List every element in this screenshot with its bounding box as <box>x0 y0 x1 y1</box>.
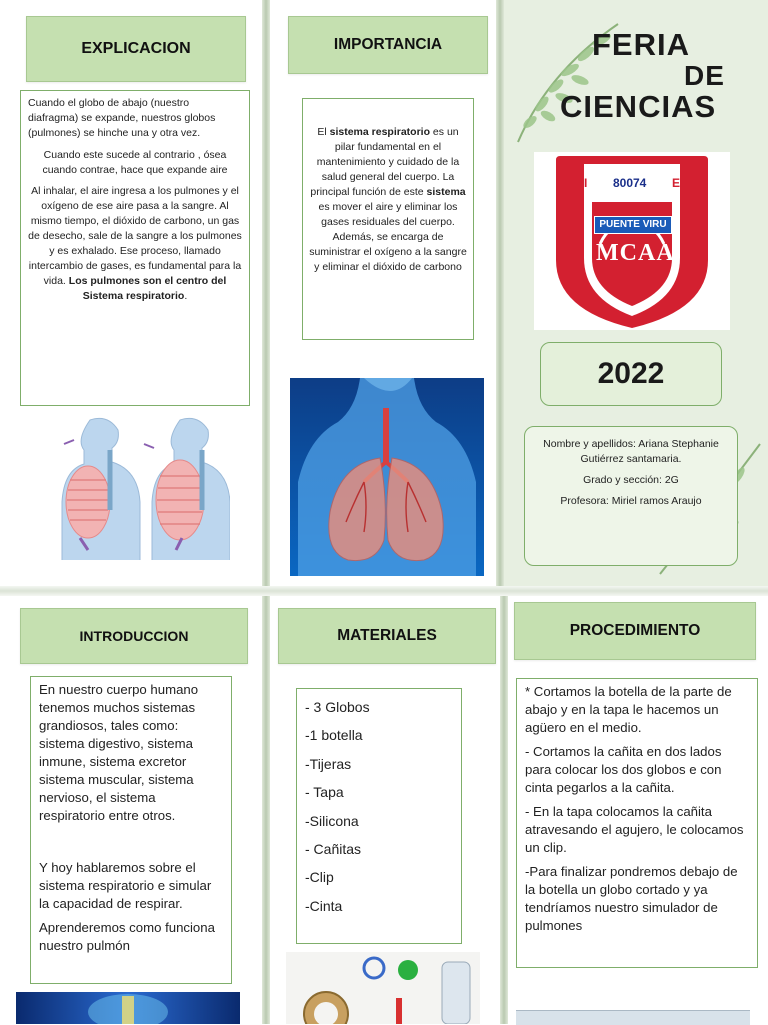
explicacion-p3 <box>28 184 242 304</box>
materiales-list <box>296 688 462 944</box>
logo-top-left: I <box>584 176 588 190</box>
procedure-photo-strip <box>516 1010 750 1025</box>
procedimiento-step1: * Cortamos la botella de la parte de abajo y en la tapa le hacemos un agüero en el medio. <box>525 684 732 735</box>
procedimiento-textbox <box>516 678 758 968</box>
importancia-text <box>309 125 467 275</box>
materiales-item: - 3 Globos <box>305 699 370 715</box>
materiales-title: MATERIALES <box>337 627 437 644</box>
materiales-item: -Tijeras <box>305 755 352 772</box>
year-text: 2022 <box>597 357 665 390</box>
materiales-item: -Cinta <box>305 897 343 914</box>
introduccion-p3: Aprenderemos como funciona nuestro pulmón <box>39 920 215 953</box>
importancia-t2: es un pilar fundamental en el mantenimiento y cuidado de la salud general del cuerpo. La principal función de este <box>310 126 460 198</box>
fold-line-right-bottom <box>500 596 508 1024</box>
spine-icon <box>16 992 240 1024</box>
logo-top-code: 80074 <box>612 176 647 190</box>
student-info-box <box>524 426 738 566</box>
cover-title-line3: CIENCIAS <box>560 89 717 124</box>
cover-title-line2: DE <box>684 60 725 91</box>
explicacion-p3-end: . <box>184 290 188 302</box>
introduccion-p2: Y hoy hablaremos sobre el sistema respiratorio e simular la capacidad de respirar. <box>39 860 212 911</box>
importancia-b1: sistema respiratorio <box>329 126 431 138</box>
logo-top-right: E <box>671 176 680 190</box>
student-teacher: Profesora: Miriel ramos Araujo <box>560 495 702 507</box>
importancia-t3: es mover el aire y eliminar los gases residuales del cuerpo. Además, se encarga de suministrar el oxígeno a la sangre y eliminar el dióxido de carbono <box>309 201 467 273</box>
explicacion-textbox <box>20 90 250 406</box>
procedimiento-header <box>514 602 756 660</box>
lungs-illustration <box>290 378 484 576</box>
fold-line-right <box>496 0 504 586</box>
year-box <box>540 342 722 406</box>
introduccion-textbox <box>30 676 232 984</box>
cover-title-line1: FERIA <box>592 27 690 62</box>
importancia-textbox <box>302 98 474 340</box>
torso-left <box>62 418 140 560</box>
explicacion-p2: Cuando este sucede al contrario , ósea cuando contrae, hace que expande aire <box>42 149 228 176</box>
intro-image-strip <box>16 992 240 1024</box>
horizontal-fold <box>0 586 768 596</box>
importancia-t1: El <box>317 126 330 138</box>
explicacion-p1: Cuando el globo de abajo (nuestro diafragma) se expande, nuestros globos (pulmones) se hinche una y otra vez. <box>28 97 216 139</box>
procedimiento-step3: - En la tapa colocamos la cañita atravesando el agujero, le colocamos un clip. <box>525 804 744 855</box>
materiales-item: - Tapa <box>305 784 344 801</box>
importancia-b2: sistema <box>426 186 466 198</box>
explicacion-p3-text: Al inhalar, el aire ingresa a los pulmones y el oxígeno de ese aire pasa a la sangre. Al mismo tiempo, el dióxido de carbono, un gas de desecho, sale de la sangre a los pulmones y es exhalado. Ese proceso, llamado intercambio de gases, es fundamental para la vida. <box>28 185 242 287</box>
introduccion-header <box>20 608 248 664</box>
materiales-item: -Clip <box>305 869 334 886</box>
procedimiento-step4: -Para finalizar pondremos debajo de la botella un globo cortado y ya tendríamos nuestro simulador de pulmones <box>525 864 738 933</box>
cover-title <box>560 28 760 124</box>
fold-line-left <box>262 0 270 586</box>
importancia-title: IMPORTANCIA <box>333 36 443 53</box>
logo-top-row <box>584 176 680 190</box>
materiales-item: -1 botella <box>305 727 363 744</box>
materials-photo <box>286 952 480 1024</box>
procedimiento-title: PROCEDIMIENTO <box>569 622 701 639</box>
explicacion-p3-bold: Los pulmones son el centro del Sistema respiratorio <box>68 275 227 302</box>
materiales-header <box>278 608 496 664</box>
introduccion-title: INTRODUCCION <box>79 628 189 644</box>
fold-line-left-bottom <box>262 596 270 1024</box>
explicacion-title: EXPLICACION <box>81 40 191 57</box>
explicacion-header <box>26 16 246 82</box>
breathing-illustration <box>40 410 230 560</box>
procedimiento-step2: - Cortamos la cañita en dos lados para colocar los dos globos e con cinta pegarlos a la cañita. <box>525 744 722 795</box>
logo-banner: PUENTE VIRU <box>594 216 672 234</box>
school-logo <box>534 152 730 330</box>
introduccion-p1: En nuestro cuerpo humano tenemos muchos sistemas grandiosos, tales como: sistema digestivo, sistema inmune, sistema excretor sistema muscular, sistema nervioso, el sistema respiratorio entre otros. <box>39 682 199 823</box>
student-grade: Grado y sección: 2G <box>583 474 679 486</box>
materiales-item: -Silicona <box>305 812 359 829</box>
materiales-item: - Cañitas <box>305 841 362 858</box>
logo-initials: MCAA <box>596 240 675 266</box>
importancia-header <box>288 16 488 74</box>
torso-right <box>144 418 230 560</box>
student-name: Nombre y apellidos: Ariana Stephanie Gutiérrez santamaria. <box>543 438 719 465</box>
